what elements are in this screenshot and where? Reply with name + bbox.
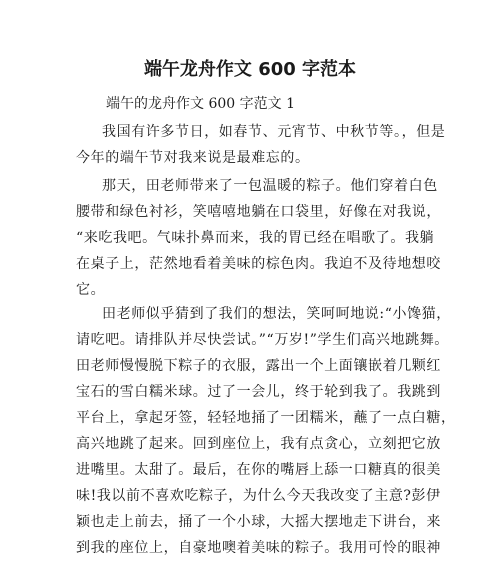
- paragraph-line: 我国有许多节日，如春节、元宵节、中秋节等。，但是: [102, 124, 446, 140]
- paragraph-line: 腰带和绿色衬衫，笑嘻嘻地躺在口袋里，好像在对我说，: [76, 204, 441, 220]
- paragraph-line: 进嘴里。太甜了。最后，在你的嘴唇上舔一口糖真的很美: [76, 462, 441, 478]
- paragraph-line: 在桌子上，茫然地看着美味的棕色肉。我迫不及待地想咬: [76, 256, 441, 272]
- paragraph-line: 田老师似乎猜到了我们的想法，笑呵呵地说:“小馋猫，: [102, 306, 451, 322]
- paragraph-line: 那天，田老师带来了一包温暖的粽子。他们穿着白色: [102, 178, 438, 194]
- paragraph-line: 平台上，拿起牙签，轻轻地捅了一团糯米，蘸了一点白糖，: [76, 410, 456, 426]
- paragraph-line: 今年的端午节对我来说是最难忘的。: [76, 150, 310, 166]
- paragraph-line: 它。: [76, 282, 106, 298]
- document-subtitle: 端午的龙舟作文 600 字范文 1: [106, 96, 295, 112]
- paragraph-line: 到我的座位上，自豪地噢着美味的粽子。我用可怜的眼神: [76, 540, 441, 556]
- paragraph-line: “来吃我吧。气味扑鼻而来，我的胃已经在唱歌了。我躺: [76, 230, 435, 246]
- paragraph-line: 味!我以前不喜欢吃粽子，为什么今天我改变了主意?彭伊: [76, 488, 441, 504]
- paragraph-line: 宝石的雪白糯米球。过了一会儿，终于轮到我了。我跳到: [76, 384, 441, 400]
- paragraph-line: 颖也走上前去，捅了一个小球，大摇大摆地走下讲台，来: [76, 514, 441, 530]
- paragraph-line: 请吃吧。请排队并尽快尝试。”“万岁!”学生们高兴地跳舞。: [76, 332, 449, 348]
- paragraph-line: 高兴地跳了起来。回到座位上，我有点贪心，立刻把它放: [76, 436, 441, 452]
- paragraph-line: 田老师慢慢脱下粽子的衣服，露出一个上面镶嵌着几颗红: [76, 358, 441, 374]
- document-title: 端午龙舟作文 600 字范本: [143, 59, 357, 80]
